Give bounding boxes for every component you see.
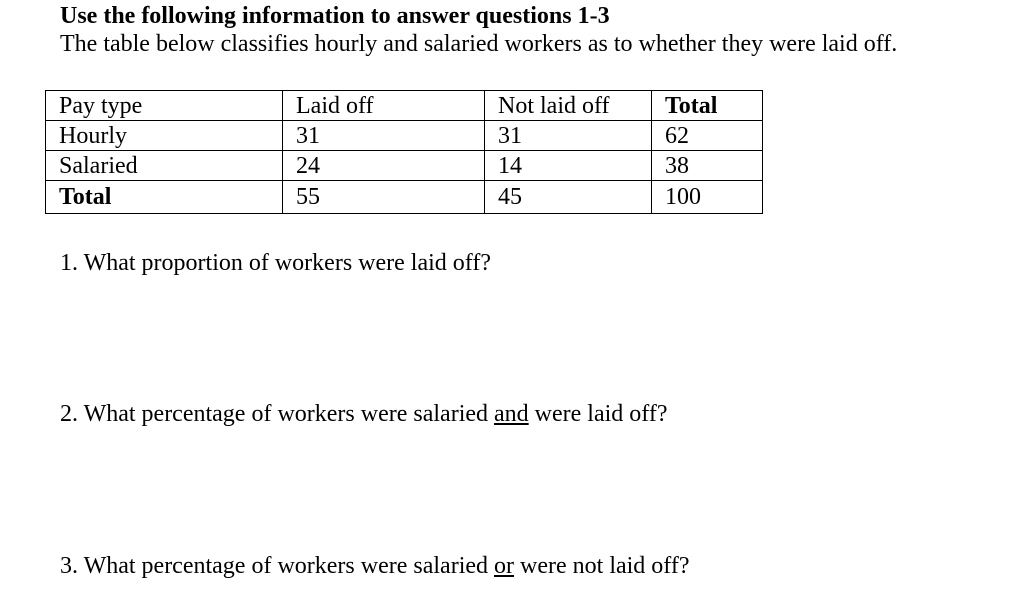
table-description: The table below classifies hourly and salaried workers as to whether they were laid off. [60,31,898,57]
table-cell: 45 [485,181,652,214]
table-row [46,121,763,151]
table-cell: 62 [652,121,763,151]
table-cell: Hourly [46,121,283,151]
question-2 [60,400,668,428]
pay-type-table [45,90,763,214]
table-row [46,151,763,181]
table-cell: 31 [485,121,652,151]
question-2-emphasis: and [494,401,529,427]
question-2-text-end: were laid off? [528,401,668,427]
table-row [46,181,763,214]
table-cell: 100 [652,181,763,214]
question-1: 1. What proportion of workers were laid off? [60,250,491,276]
question-3-text: 3. What percentage of workers were salaried [60,553,495,579]
header-pay-type: Pay type [46,91,283,121]
table-cell: 31 [283,121,485,151]
table-cell: 38 [652,151,763,181]
table-cell: 55 [283,181,485,214]
table-cell: 14 [485,151,652,181]
header-laid-off: Laid off [283,91,485,121]
table-cell: Total [46,181,283,214]
question-3-emphasis: or [494,553,515,579]
table-header-row [46,91,763,121]
question-2-text: 2. What percentage of workers were salaried [60,401,495,427]
header-total: Total [652,91,763,121]
question-3 [60,552,690,580]
table-cell: Salaried [46,151,283,181]
header-not-laid-off: Not laid off [485,91,652,121]
table-cell: 24 [283,151,485,181]
instructions-heading: Use the following information to answer questions 1-3 [60,3,610,29]
question-3-text-end: were not laid off? [514,553,690,579]
